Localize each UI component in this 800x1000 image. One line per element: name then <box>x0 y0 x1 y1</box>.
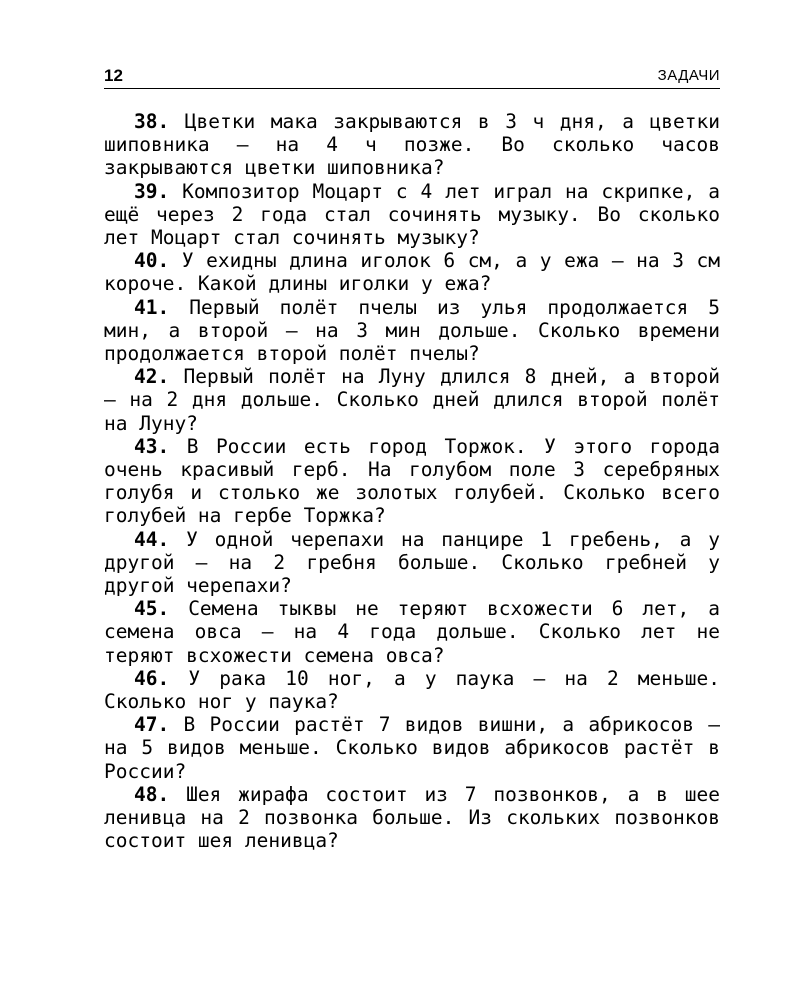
problem-text: В России есть город Торжок. У этого города очень красивый герб. На голубом поле 3 серебряных голубя и столько же золотых голубей. Сколько всего голубей на гербе Торжка? <box>104 434 720 528</box>
problem-number: 38. <box>134 110 170 133</box>
problem-text: В России растёт 7 видов вишни, а абрикосов — на 5 видов меньше. Сколько видов абрикосов растёт в России? <box>104 713 721 783</box>
problem-text: У одной черепахи на панцире 1 гребень, а у другой — на 2 гребня больше. Сколько гребней у другой черепахи? <box>104 527 720 598</box>
book-page <box>104 0 720 1000</box>
problem-text: Первый полёт на Луну длился 8 дней, а второй — на 2 дня дольше. Сколько дней длился второй полёт на Луну? <box>104 365 721 435</box>
problem-text: Шея жирафа состоит из 7 позвонков, а в шее ленивца на 2 позвонка больше. Из скольких позвонков состоит шея ленивца? <box>104 782 720 853</box>
problem-number: 40. <box>134 249 170 273</box>
section-title: ЗАДАЧИ <box>657 67 720 84</box>
problem-47 <box>104 713 720 783</box>
problem-48 <box>104 783 720 853</box>
problem-number: 42. <box>134 365 170 389</box>
problem-39 <box>104 180 720 250</box>
problem-43 <box>104 435 720 528</box>
problem-46 <box>104 667 720 713</box>
problem-41 <box>104 296 720 366</box>
problem-number: 46. <box>134 666 170 690</box>
problem-text: Цветки мака закрываются в 3 ч дня, а цветки шиповника — на 4 ч позже. Во сколько часов закрываются цветки шиповника? <box>104 110 720 180</box>
problem-text: У ехидны длина иголок 6 см, а у ежа — на 3 см короче. Какой длины иголки у ежа? <box>104 249 720 296</box>
problem-number: 45. <box>134 597 170 621</box>
problem-44 <box>104 528 720 598</box>
problem-text: Семена тыквы не теряют всхожести 6 лет, а семена овса — на 4 года дольше. Сколько лет не теряют всхожести семена овса? <box>104 597 720 667</box>
problem-list <box>104 110 720 853</box>
problem-number: 39. <box>134 179 170 203</box>
problem-text: Композитор Моцарт с 4 лет играл на скрипке, а ещё через 2 года стал сочинять музыку. Во сколько лет Моцарт стал сочинять музыку? <box>104 179 720 250</box>
problem-45 <box>104 597 720 667</box>
problem-number: 43. <box>134 434 170 458</box>
problem-number: 41. <box>134 295 170 319</box>
problem-38 <box>104 110 720 180</box>
page-number: 12 <box>104 66 123 85</box>
problem-number: 47. <box>134 713 170 737</box>
problem-number: 48. <box>134 782 170 806</box>
running-head <box>104 66 720 89</box>
problem-text: У рака 10 ног, а у паука — на 2 меньше. Сколько ног у паука? <box>104 666 720 714</box>
problem-text: Первый полёт пчелы из улья продолжается 5 мин, а второй — на 3 мин дольше. Сколько времени продолжается второй полёт пчелы? <box>104 295 720 366</box>
problem-40 <box>104 249 720 295</box>
problem-42 <box>104 365 720 435</box>
problem-number: 44. <box>134 527 170 551</box>
